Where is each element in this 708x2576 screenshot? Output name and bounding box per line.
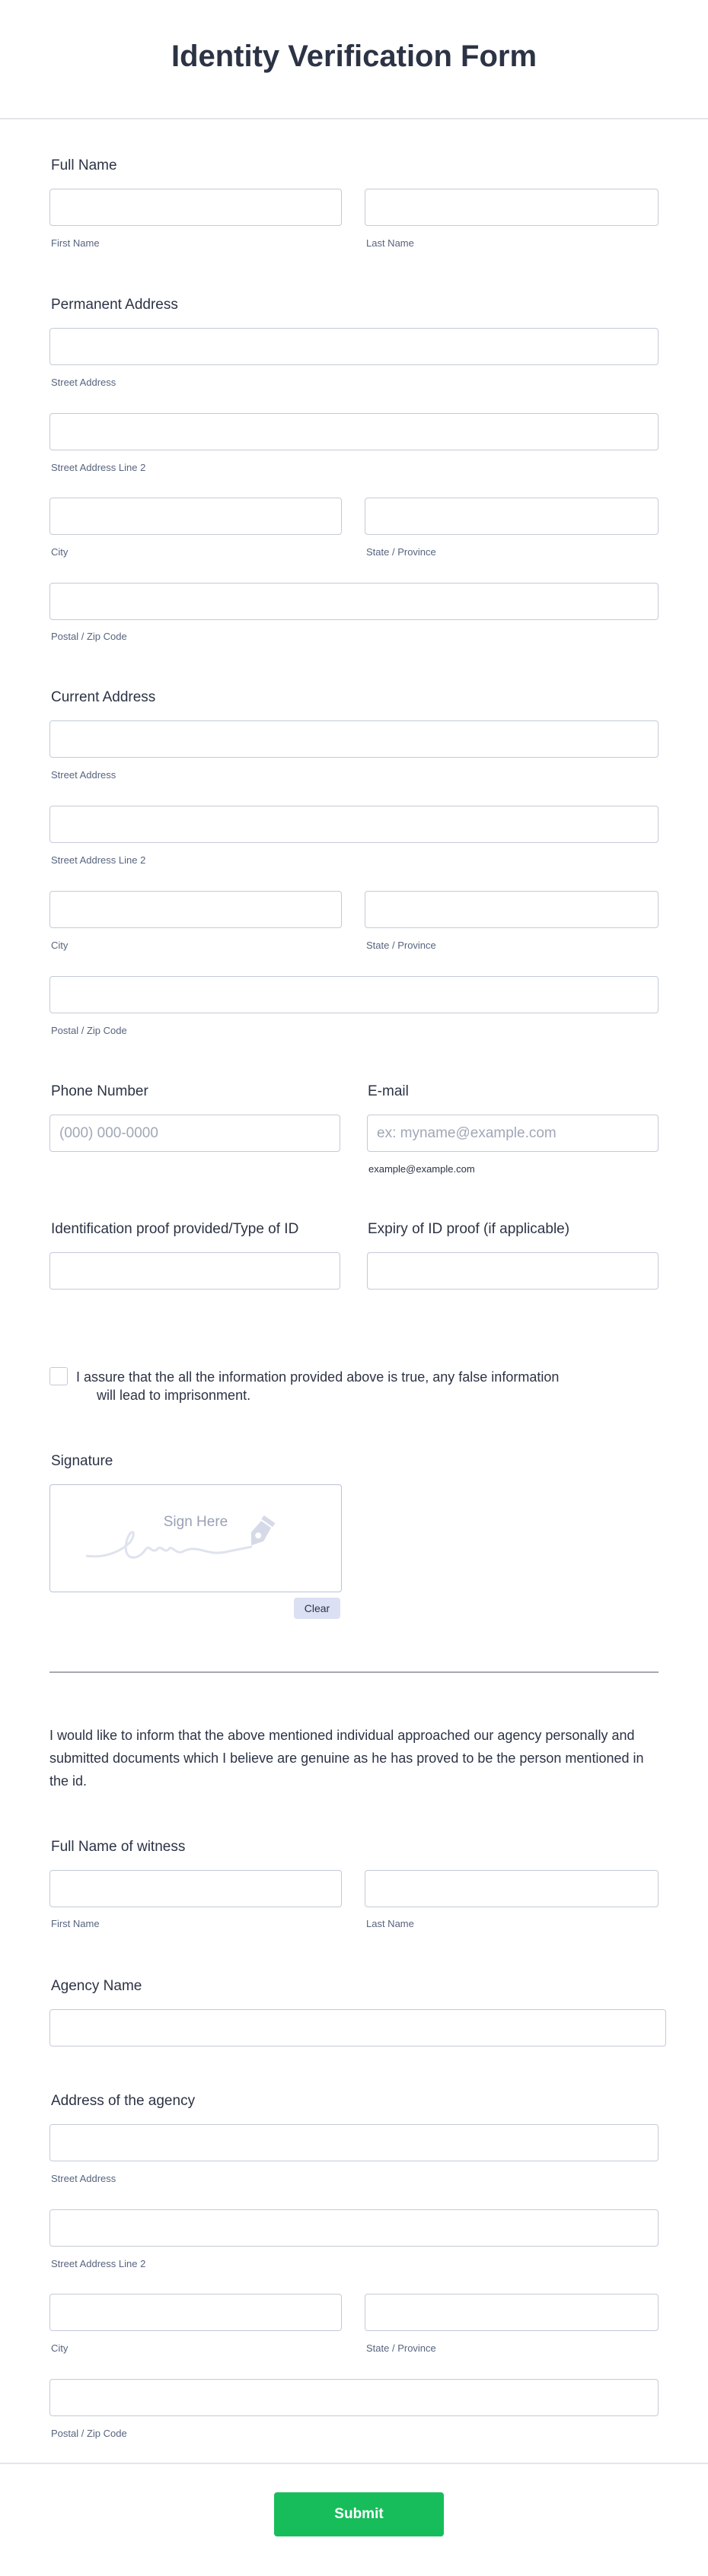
clear-signature-button[interactable]: Clear (294, 1598, 340, 1619)
postal-sublabel: Postal / Zip Code (51, 2428, 127, 2439)
signature-label: Signature (51, 1453, 113, 1469)
current-city-input[interactable] (49, 891, 342, 928)
last-name-sublabel: Last Name (366, 1918, 414, 1929)
street2-sublabel: Street Address Line 2 (51, 2258, 146, 2269)
agency-street2-input[interactable] (49, 2209, 659, 2247)
state-sublabel: State / Province (366, 546, 436, 558)
assurance-checkbox[interactable] (49, 1367, 68, 1385)
first-name-sublabel: First Name (51, 1918, 100, 1929)
email-input[interactable] (367, 1115, 659, 1152)
phone-input[interactable] (49, 1115, 340, 1152)
current-street2-input[interactable] (49, 806, 659, 843)
city-sublabel: City (51, 546, 69, 558)
section-divider (49, 1671, 659, 1673)
current-street-input[interactable] (49, 720, 659, 758)
assurance-line-1: I assure that the all the information provided above is true, any false information (76, 1369, 560, 1385)
current-address-label: Current Address (51, 689, 156, 705)
email-label: E-mail (368, 1083, 409, 1099)
street-sublabel: Street Address (51, 2173, 116, 2184)
street-sublabel: Street Address (51, 769, 116, 781)
permanent-postal-input[interactable] (49, 583, 659, 620)
id-type-label: Identification proof provided/Type of ID (51, 1221, 299, 1237)
assurance-text (76, 1368, 624, 1404)
agency-address-label: Address of the agency (51, 2093, 196, 2109)
permanent-street-input[interactable] (49, 328, 659, 365)
permanent-state-input[interactable] (365, 498, 659, 535)
first-name-sublabel: First Name (51, 237, 100, 249)
id-expiry-input[interactable] (367, 1252, 659, 1290)
first-name-input[interactable] (49, 189, 342, 226)
submit-button[interactable]: Submit (274, 2492, 444, 2536)
street2-sublabel: Street Address Line 2 (51, 854, 146, 866)
agency-name-label: Agency Name (51, 1978, 142, 1994)
postal-sublabel: Postal / Zip Code (51, 1025, 127, 1036)
street-sublabel: Street Address (51, 377, 116, 388)
postal-sublabel: Postal / Zip Code (51, 631, 127, 642)
signature-scribble-icon (85, 1512, 313, 1580)
permanent-address-label: Permanent Address (51, 297, 178, 313)
agency-name-input[interactable] (49, 2009, 666, 2046)
last-name-sublabel: Last Name (366, 237, 414, 249)
witness-last-name-input[interactable] (365, 1870, 659, 1907)
state-sublabel: State / Province (366, 940, 436, 951)
current-state-input[interactable] (365, 891, 659, 928)
permanent-city-input[interactable] (49, 498, 342, 535)
sign-here-placeholder: Sign Here (163, 1514, 228, 1530)
city-sublabel: City (51, 940, 69, 951)
form-title: Identity Verification Form (171, 40, 537, 73)
agency-street-input[interactable] (49, 2124, 659, 2161)
state-sublabel: State / Province (366, 2342, 436, 2354)
agency-postal-input[interactable] (49, 2379, 659, 2416)
street2-sublabel: Street Address Line 2 (51, 462, 146, 473)
footer-divider (0, 2463, 708, 2464)
witness-first-name-input[interactable] (49, 1870, 342, 1907)
city-sublabel: City (51, 2342, 69, 2354)
full-name-label: Full Name (51, 157, 117, 173)
id-type-input[interactable] (49, 1252, 340, 1290)
assurance-line-2: will lead to imprisonment. (97, 1388, 251, 1403)
agency-statement: I would like to inform that the above mentioned individual approached our agency personally and submitted documents which I believe are genuine as he has proved to be the person mentioned in the id. (49, 1728, 644, 1789)
agency-state-input[interactable] (365, 2294, 659, 2331)
last-name-input[interactable] (365, 189, 659, 226)
current-postal-input[interactable] (49, 976, 659, 1013)
phone-label: Phone Number (51, 1083, 148, 1099)
pen-nib-icon (245, 1515, 276, 1550)
agency-city-input[interactable] (49, 2294, 342, 2331)
permanent-street2-input[interactable] (49, 413, 659, 450)
signature-pad[interactable] (49, 1484, 342, 1592)
email-sublabel: example@example.com (368, 1163, 475, 1175)
id-expiry-label: Expiry of ID proof (if applicable) (368, 1221, 570, 1237)
witness-name-label: Full Name of witness (51, 1839, 186, 1855)
